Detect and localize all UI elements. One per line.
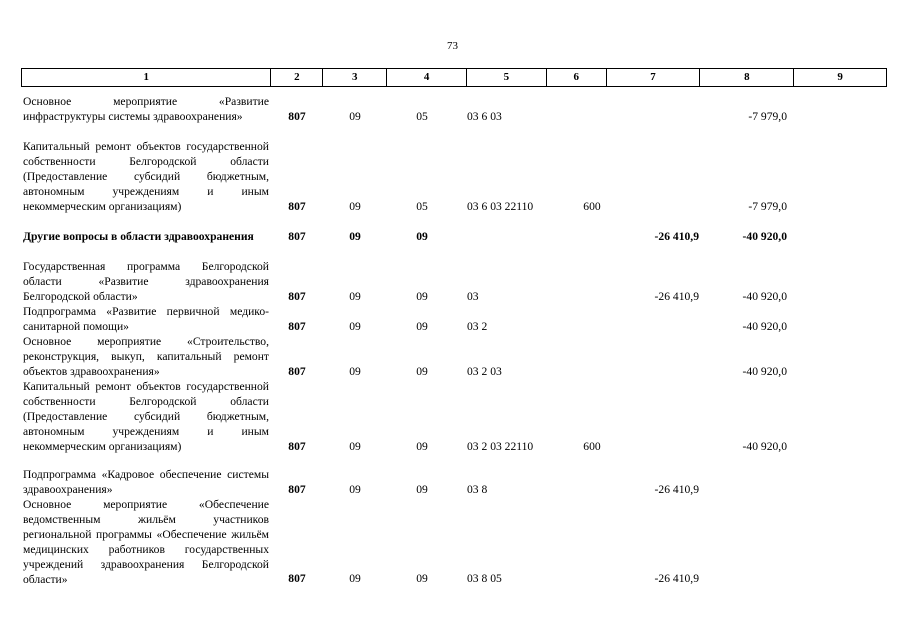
row-name: Основное мероприятие «Обеспечение ведомственным жильём участников региональной программы «Обеспечение жильём медицинских работников государственных учреждений здравоохранения Белгородской области»	[23, 498, 269, 586]
row-name: Государственная программа Белгородской области «Развитие здравоохранения Белгородской области»	[23, 260, 269, 303]
cell-c4: 09	[416, 320, 428, 334]
cell-c2: 807	[288, 365, 306, 379]
row-name: Капитальный ремонт объектов государственной собственности Белгородской области (Предоставление субсидий бюджетным, автономным учреждениям и иным некоммерческим организациям)	[23, 140, 269, 213]
header-col-1: 1	[22, 69, 271, 86]
cell-c7: -26 410,9	[654, 290, 699, 304]
header-col-6: 6	[547, 69, 607, 86]
cell-c4: 09	[416, 572, 428, 586]
cell-c5: 03 6 03	[467, 110, 502, 124]
cell-c3: 09	[349, 230, 361, 244]
cell-c6: 600	[583, 200, 601, 214]
cell-c4: 09	[416, 365, 428, 379]
cell-c8: -40 920,0	[742, 320, 787, 334]
cell-c2: 807	[288, 200, 306, 214]
header-col-9: 9	[837, 71, 843, 83]
cell-c7: -26 410,9	[654, 230, 699, 244]
cell-c8: -40 920,0	[742, 365, 787, 379]
row-name: Основное мероприятие «Развитие инфраструктуры системы здравоохранения»	[23, 95, 269, 123]
row-name: Подпрограмма «Развитие первичной медико-санитарной помощи»	[23, 305, 269, 333]
cell-c5: 03 2 03	[467, 365, 502, 379]
cell-c4: 09	[416, 483, 428, 497]
cell-c7: -26 410,9	[654, 483, 699, 497]
cell-c7: -26 410,9	[654, 572, 699, 586]
cell-c2: 807	[288, 290, 306, 304]
cell-c5: 03	[467, 290, 479, 304]
row-name: Подпрограмма «Кадровое обеспечение системы здравоохранения»	[23, 468, 269, 496]
header-col-3: 3	[323, 69, 387, 86]
cell-c2: 807	[288, 230, 306, 244]
header-col-7: 7	[607, 69, 701, 86]
cell-c5: 03 2 03 22110	[467, 440, 534, 454]
cell-c8: -40 920,0	[742, 440, 787, 454]
row-name: Другие вопросы в области здравоохранения	[23, 230, 254, 243]
cell-c3: 09	[349, 290, 361, 304]
cell-c4: 05	[416, 110, 428, 124]
cell-c4: 09	[416, 290, 428, 304]
cell-c2: 807	[288, 320, 306, 334]
table-header	[21, 68, 887, 87]
header-col-2: 2	[271, 69, 323, 86]
cell-c5: 03 2	[467, 320, 488, 334]
cell-c3: 09	[349, 110, 361, 124]
header-col-4: 4	[387, 69, 467, 86]
cell-c3: 09	[349, 440, 361, 454]
cell-c5: 03 6 03 22110	[467, 200, 534, 214]
cell-c4: 09	[416, 440, 428, 454]
cell-c2: 807	[288, 440, 306, 454]
cell-c4: 05	[416, 200, 428, 214]
cell-c3: 09	[349, 200, 361, 214]
header-col-8: 8	[700, 69, 794, 86]
cell-c5: 03 8	[467, 483, 488, 497]
row-name: Капитальный ремонт объектов государственной собственности Белгородской области (Предоставление субсидий бюджетным, автономным учреждениям и иным некоммерческим организациям)	[23, 380, 269, 453]
cell-c3: 09	[349, 365, 361, 379]
cell-c4: 09	[416, 230, 428, 244]
cell-c6: 600	[583, 440, 601, 454]
cell-c3: 09	[349, 483, 361, 497]
page-number: 73	[447, 40, 458, 52]
cell-c3: 09	[349, 320, 361, 334]
row-name: Основное мероприятие «Строительство, реконструкция, выкуп, капитальный ремонт объектов здравоохранения»	[23, 335, 269, 378]
cell-c3: 09	[349, 572, 361, 586]
cell-c2: 807	[288, 483, 306, 497]
cell-c8: -40 920,0	[742, 230, 787, 244]
cell-c8: -7 979,0	[748, 200, 787, 214]
cell-c8: -7 979,0	[748, 110, 787, 124]
cell-c2: 807	[288, 110, 306, 124]
cell-c2: 807	[288, 572, 306, 586]
header-col-5: 5	[467, 69, 547, 86]
cell-c5: 03 8 05	[467, 572, 502, 586]
cell-c8: -40 920,0	[742, 290, 787, 304]
